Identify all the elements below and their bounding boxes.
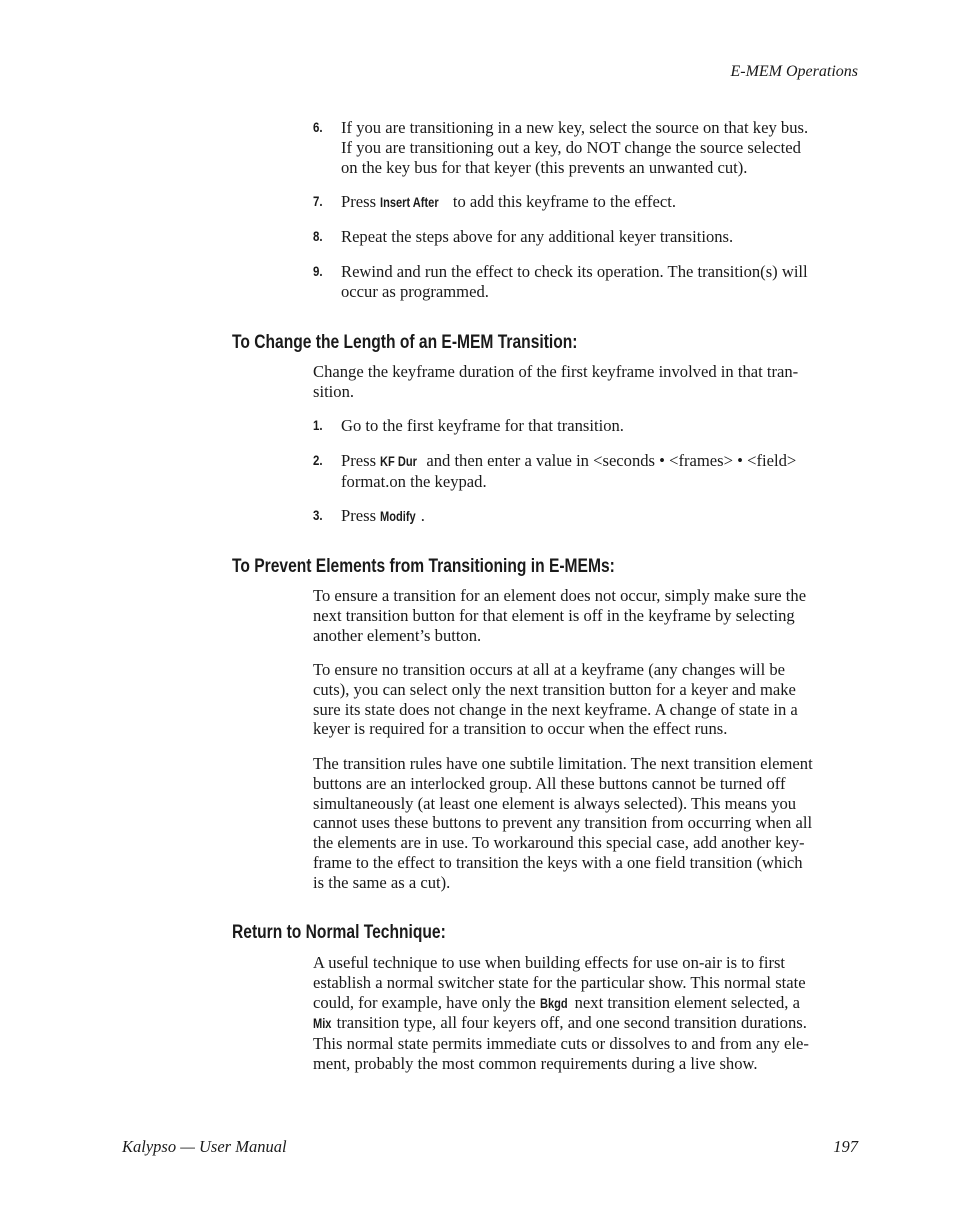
- footer-manual-title: Kalypso — User Manual: [122, 1137, 287, 1156]
- running-header: E-MEM Operations: [730, 63, 858, 80]
- step-line: If you are transitioning out a key, do NOT change the source selected: [341, 137, 801, 157]
- step-text: [341, 262, 859, 302]
- step-text: [341, 506, 859, 527]
- return-normal-para: [313, 953, 859, 1074]
- para-line: To ensure a transition for an element does not occur, simply make sure the: [313, 586, 807, 605]
- text-run: Press: [341, 506, 381, 525]
- para-line: cuts), you can select only the next transition button for a keyer and make: [313, 679, 796, 699]
- para-line: Change the keyframe duration of the first keyframe involved in that tran-: [313, 362, 799, 381]
- prevent-para-3: [313, 754, 859, 893]
- para-line: simultaneously (at least one element is always selected). This means you: [313, 793, 797, 813]
- prevent-para-2: [313, 660, 859, 739]
- section-heading-prevent: To Prevent Elements from Transitioning in E-MEMs:: [232, 555, 615, 577]
- para-line: sure its state does not change in the next keyframe. A change of state in a: [313, 699, 798, 719]
- step-8: [313, 227, 859, 247]
- step-text: [341, 118, 859, 177]
- para-line: next transition element selected, a: [570, 992, 800, 1012]
- change-step-1: [313, 416, 859, 436]
- text-run: format.on the keypad.: [341, 471, 487, 491]
- change-length-intro: [313, 362, 859, 402]
- step-line: Rewind and run the effect to check its operation. The transition(s) will: [341, 262, 808, 281]
- text-run: .: [420, 506, 425, 525]
- step-number: 6.: [313, 119, 323, 135]
- section-heading-return-normal: Return to Normal Technique:: [232, 921, 446, 943]
- step-7: [313, 192, 859, 213]
- para-line: ment, probably the most common requirements during a live show.: [313, 1053, 758, 1073]
- bkgd-button-ref: Bkgd: [539, 995, 568, 1011]
- section-heading-change-length: To Change the Length of an E-MEM Transition:: [232, 331, 578, 353]
- step-6: [313, 118, 859, 177]
- step-line: If you are transitioning in a new key, select the source on that key bus.: [341, 118, 809, 137]
- text-run: to add this keyframe to the effect.: [448, 192, 677, 211]
- para-line: next transition button for that element is off in the keyframe by selecting: [313, 605, 795, 625]
- para-line: sition.: [313, 381, 355, 401]
- para-line: The transition rules have one subtile limitation. The next transition element: [313, 754, 813, 773]
- change-step-2: [313, 451, 859, 492]
- step-line: on the key bus for that keyer (this prevents an unwanted cut).: [341, 157, 748, 177]
- para-line: transition type, all four keyers off, and one second transition durations.: [332, 1013, 807, 1033]
- change-step-3: [313, 506, 859, 527]
- step-text: [341, 451, 859, 492]
- kf-dur-button-ref: KF Dur: [380, 454, 418, 469]
- step-text: Repeat the steps above for any additional keyer transitions.: [341, 227, 734, 246]
- mix-button-ref: Mix: [313, 1016, 332, 1032]
- footer-page-number: 197: [833, 1137, 858, 1156]
- para-line: the elements are in use. To workaround this special case, add another key-: [313, 833, 805, 853]
- para-line: establish a normal switcher state for the particular show. This normal state: [313, 972, 806, 992]
- para-line: To ensure no transition occurs at all at a keyframe (any changes will be: [313, 660, 786, 679]
- prevent-para-1: [313, 586, 859, 645]
- para-line: A useful technique to use when building effects for use on-air is to first: [313, 953, 786, 972]
- para-line: buttons are an interlocked group. All these buttons cannot be turned off: [313, 773, 786, 793]
- para-line: cannot uses these buttons to prevent any transition from occurring when all: [313, 813, 813, 833]
- para-line: another element’s button.: [313, 625, 482, 645]
- step-line: occur as programmed.: [341, 281, 489, 301]
- step-9: [313, 262, 859, 302]
- step-number: 3.: [313, 507, 323, 523]
- step-number: 1.: [313, 417, 323, 433]
- step-number: 7.: [313, 193, 323, 209]
- insert-after-button-ref: Insert After: [380, 195, 439, 210]
- para-line: frame to the effect to transition the keys with a one field transition (which: [313, 852, 803, 872]
- para-line: could, for example, have only the: [313, 992, 540, 1012]
- para-line: is the same as a cut).: [313, 872, 451, 892]
- step-number: 8.: [313, 228, 323, 244]
- para-line: keyer is required for a transition to occur when the effect runs.: [313, 719, 728, 739]
- para-line: This normal state permits immediate cuts or dissolves to and from any ele-: [313, 1034, 809, 1054]
- text-run: Press: [341, 192, 381, 211]
- step-number: 2.: [313, 452, 323, 468]
- text-run: and then enter a value in <seconds • <frames> • <field>: [422, 451, 797, 470]
- step-text: Go to the first keyframe for that transition.: [341, 416, 624, 435]
- step-number: 9.: [313, 263, 323, 279]
- step-text: [341, 192, 859, 213]
- modify-button-ref: Modify: [380, 509, 416, 524]
- text-run: Press: [341, 451, 381, 470]
